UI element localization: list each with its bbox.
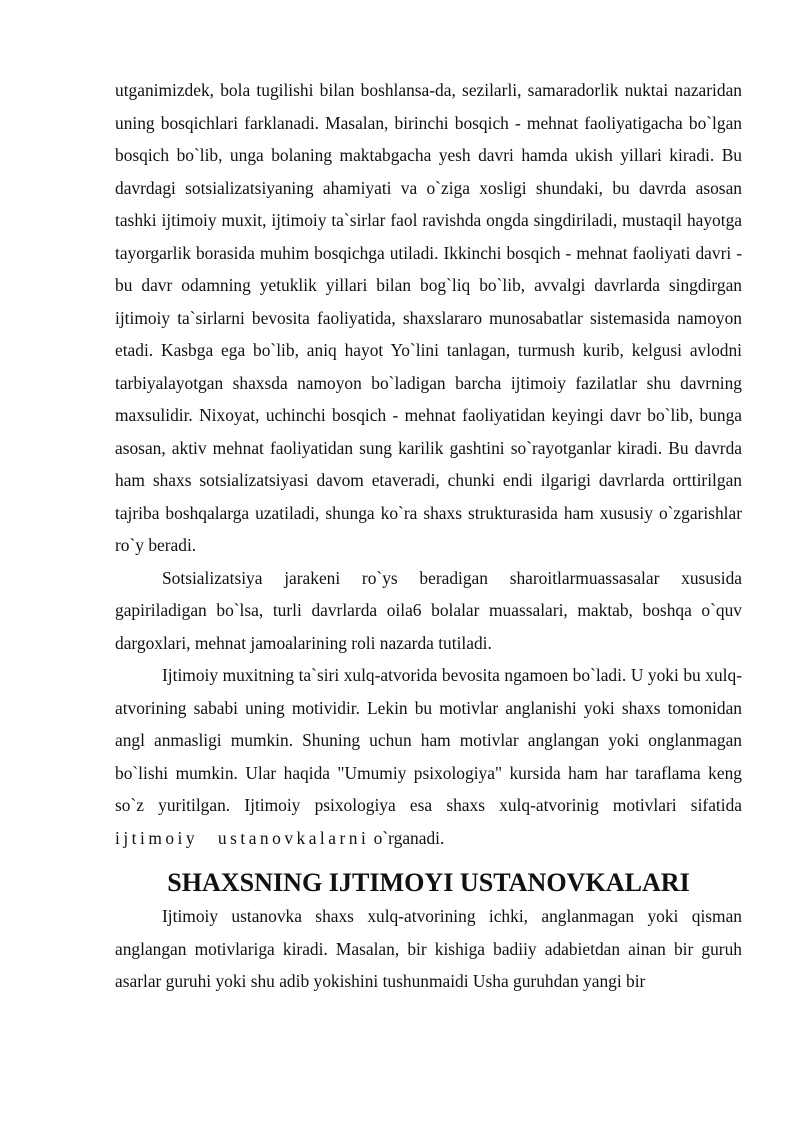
paragraph-socialization-stages: utganimizdek, bola tugilishi bilan boshlansa-da, sezilarli, samaradorlik nuktai nazaridan uning bosqichlari farklanadi. Masalan, birinchi bosqich - mehnat faoliyatigacha bo`lgan bosqich bo`lib, unga bolaning maktabgacha yesh davri hamda ukish yillari kiradi. Bu davrdagi sotsializatsiyaning ahamiyati va o`ziga xosligi shundaki, bu davrda asosan tashki ijtimoiy muxit, ijtimoiy ta`sirlar faol ravishda ongda singdiriladi, mustaqil hayotga tayorgarlik borasida muhim bosqichga utiladi. Ikkinchi bosqich - mehnat faoliyati davri - bu davr odamning yetuklik yillari bilan bog`liq bo`lib, avvalgi davrlarda singdirgan ijtimoiy ta`sirlarni bevosita faoliyatida, shaxslararo munosabatlar sistemasida namoyon etadi. Kasbga ega bo`lib, aniq hayot Yo`lini tanlagan, turmush kurib, kelgusi avlodni tarbiyalayotgan shaxsda namoyon bo`ladigan barcha ijtimoiy fazilatlar shu davrning maxsulidir. Nixoyat, uchinchi bosqich - mehnat faoliyatidan keyingi davr bo`lib, bunga asosan, aktiv mehnat faoliyatidan sung karilik gashtini so`rayotganlar kiradi. Bu davrda ham shaxs sotsializatsiyasi davom etaveradi, chunki endi ilgarigi davrlarda orttirilgan tajriba boshqalarga uzatiladi, shunga ko`ra shaxs strukturasida ham xususiy o`zgarishlar ro`y beradi. [115,80,742,555]
paragraph-social-environment-end: o`rganadi. [369,827,445,848]
paragraph-socialization-institutions: Sotsializatsiya jarakeni ro`ys beradigan sharoitlarmuassasalar xususida gapiriladigan bo`lsa, turli davrlarda oila6 bolalar muassalari, maktab, boshqa o`quv dargoxlari, mehnat jamoalarining roli nazarda tutiladi. [115,567,742,653]
spaced-term: ijtimoiy ustanovkalarni [115,827,370,848]
section-heading: SHAXSNING IJTIMOYI USTANOVKALARI [167,868,690,897]
paragraph-social-attitude: Ijtimoiy ustanovka shaxs xulq-atvorining ichki, anglanmagan yoki qisman anglangan motivlariga kiradi. Masalan, bir kishiga badiiy adabietdan ainan bir guruh asarlar guruhi yoki shu adib yokishini tushunmaidi Usha guruhdan yangi bir [115,906,742,991]
paragraph-social-environment-text: Ijtimoiy muxitning ta`siri xulq-atvorida bevosita ngamoen bo`ladi. U yoki bu xulq-atvorining sababi uning motividir. Lekin bu motivlar anglanishi yoki shaxs tomonidan angl anmasligi mumkin. Shuning uchun ham motivlar anglangan yoki onglanmagan bo`lishi mumkin. Ular haqida "Umumiy psixologiya" kursida ham har taraflama keng so`z yuritilgan. Ijtimoiy psixologiya esa shaxs xulq-atvorinig motivlari sifatida [115,665,742,815]
paragraph-social-environment [115,659,742,854]
